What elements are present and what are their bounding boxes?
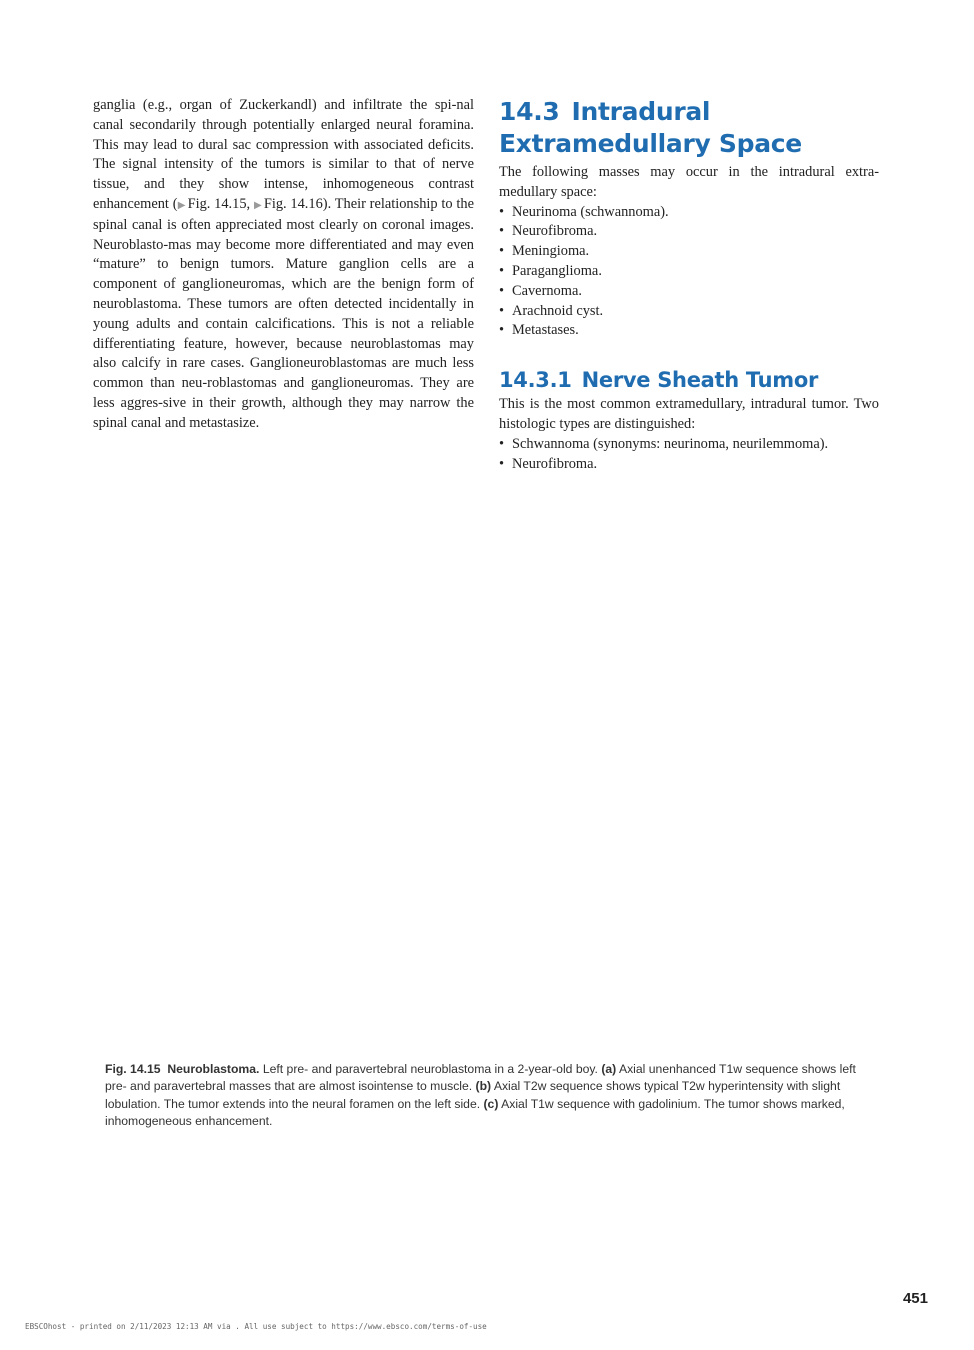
subsection-title: Nerve Sheath Tumor xyxy=(581,368,819,393)
list-item-text: Cavernoma. xyxy=(512,282,582,299)
bullet-icon: • xyxy=(499,243,505,260)
figure-caption xyxy=(105,1061,870,1130)
list-item xyxy=(499,435,879,455)
panel-label: (b) xyxy=(475,1079,492,1094)
panel-label: (a) xyxy=(601,1062,617,1076)
list-item-text: Paraganglioma. xyxy=(512,262,602,279)
caption-text: Axial T1w sequence with gadolinium. The tumor shows marked, inhomogeneous enhancement. xyxy=(105,1096,845,1128)
section-number: 14.3 xyxy=(499,97,560,126)
list-item xyxy=(499,203,879,223)
list-item-text: Arachnoid cyst. xyxy=(512,302,604,319)
list-item-text: Meningioma. xyxy=(512,243,590,260)
bullet-icon: • xyxy=(499,282,505,299)
tumor-type-list xyxy=(499,435,879,475)
list-item-text: Metastases. xyxy=(512,322,579,339)
figure-reference-label: Fig. 14.16 xyxy=(263,195,323,212)
figure-reference-label: Fig. 14.15 xyxy=(187,195,247,212)
figure-reference-link[interactable] xyxy=(178,196,247,212)
list-item xyxy=(499,262,879,282)
panel-label: (c) xyxy=(483,1096,499,1111)
list-item xyxy=(499,302,879,322)
bullet-icon: • xyxy=(499,223,505,240)
page-number: 451 xyxy=(902,1290,928,1307)
triangle-arrow-icon: ▶ xyxy=(177,199,186,211)
list-item-text: Neurinoma (schwannoma). xyxy=(512,203,669,220)
caption-text: Axial T2w sequence shows typical T2w hyperintensity with slight lobulation. The tumor extends into the neural foramen on the left side. xyxy=(105,1079,841,1111)
print-footer: EBSCOhost - printed on 2/11/2023 12:13 AM via . All use subject to https://www.ebsco.com/terms-of-use xyxy=(25,1322,487,1331)
mass-list xyxy=(499,203,879,342)
list-item xyxy=(499,242,879,262)
list-item-text: Schwannoma (synonyms: neurinoma, neurilemmoma). xyxy=(512,435,829,452)
figure-reference-link[interactable] xyxy=(254,196,323,212)
left-column xyxy=(93,96,474,434)
reference-separator: , xyxy=(246,195,254,212)
section-intro: The following masses may occur in the intradural extra-medullary space: xyxy=(499,164,879,200)
caption-text: Left pre- and paravertebral neuroblastoma in a 2-year-old boy. xyxy=(259,1062,602,1076)
subsection-intro: This is the most common extramedullary, intradural tumor. Two histologic types are distinguished: xyxy=(499,396,879,432)
list-item xyxy=(499,282,879,302)
caption-text: Axial unenhanced T1w sequence shows left pre- and paravertebral masses that are almost isointense to muscle. xyxy=(105,1062,856,1094)
bullet-icon: • xyxy=(499,435,505,452)
figure-label: Fig. 14.15 xyxy=(105,1062,161,1076)
right-column xyxy=(499,96,879,474)
list-item-text: Neurofibroma. xyxy=(512,223,598,240)
bullet-icon: • xyxy=(499,322,505,339)
list-item-text: Neurofibroma. xyxy=(512,455,598,472)
list-item xyxy=(499,455,879,475)
triangle-arrow-icon: ▶ xyxy=(253,199,262,211)
paragraph-text: ). Their relationship to the spinal canal is often appreciated most clearly on coronal images. Neuroblasto-mas may become more differentiated and may even “mature” to benign tumors. Mature ganglion cells are a component of ganglioneuromas, which are the benign form of neuroblastoma. These tumors are often detected incidentally in young adults and contain calcifications. This is not a reliable differentiating feature, however, because neuroblastomas may also calcify in rare cases. Ganglioneuroblastomas are much less common than neu-roblastomas and ganglioneuromas. They are less aggres-sive in their growth, although they may narrow the spinal canal and metastasize. xyxy=(93,195,474,431)
bullet-icon: • xyxy=(499,262,505,279)
paragraph-text: ganglia (e.g., organ of Zuckerkandl) and infiltrate the spi-nal canal secondarily through potentially enlarged neural foramina. This may lead to dural sac compression with associated deficits. The signal intensity of the tumors is similar to that of nerve tissue, and they show intense, inhomogeneous contrast enhancement ( xyxy=(93,97,474,212)
bullet-icon: • xyxy=(499,302,505,319)
subsection-heading xyxy=(499,367,879,393)
bullet-icon: • xyxy=(499,203,505,220)
body-paragraph xyxy=(93,96,474,434)
list-item xyxy=(499,321,879,341)
subsection-number: 14.3.1 xyxy=(499,368,572,393)
bullet-icon: • xyxy=(499,455,505,472)
list-item xyxy=(499,222,879,242)
section-title: Intradural Extramedullary Space xyxy=(499,97,802,158)
section-heading xyxy=(499,96,879,160)
figure-title: Neuroblastoma. xyxy=(167,1062,260,1076)
